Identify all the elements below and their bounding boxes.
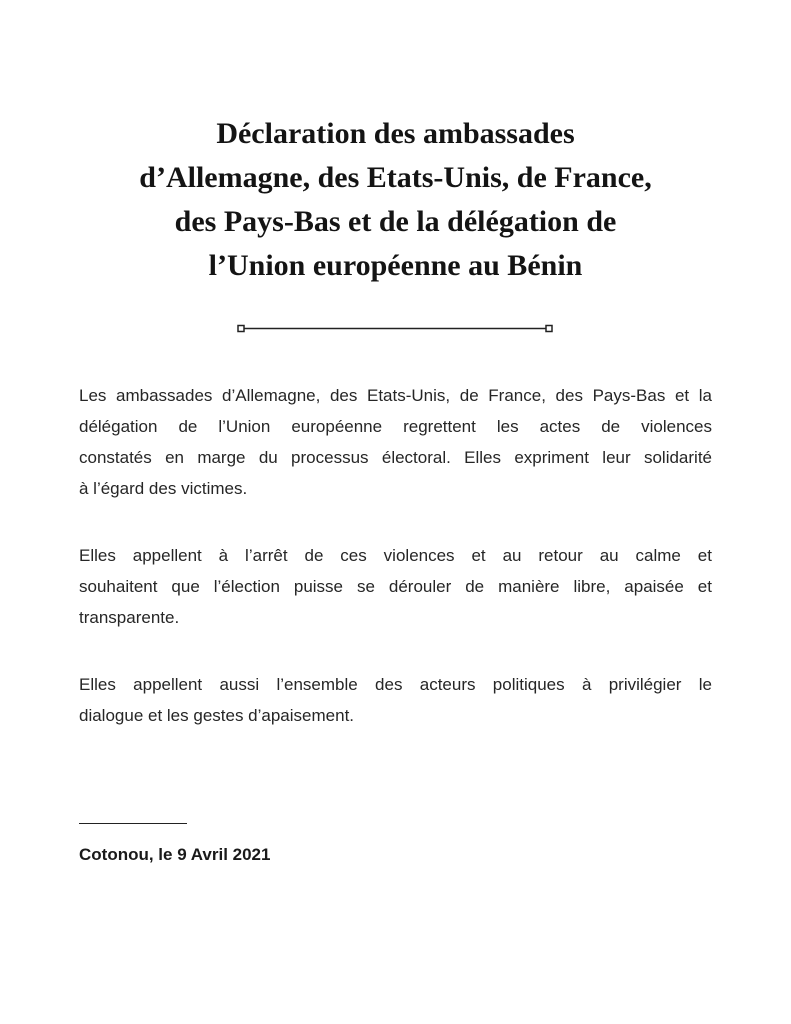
paragraph-3 xyxy=(79,669,712,731)
place-and-date: Cotonou, le 9 Avril 2021 xyxy=(79,845,271,864)
title-divider xyxy=(237,324,553,334)
title-line: d’Allemagne, des Etats-Unis, de France, xyxy=(139,161,652,194)
paragraph-line: dialogue et les gestes d’apaisement. xyxy=(79,706,355,725)
divider-end-square-right xyxy=(546,326,552,332)
paragraph-line: Les ambassades d’Allemagne, des Etats-Unis, de France, des Pays-Bas et la xyxy=(79,386,712,405)
title-line: des Pays-Bas et de la délégation de xyxy=(174,205,617,238)
paragraph-line: à l’égard des victimes. xyxy=(79,479,248,498)
paragraph-line: délégation de l’Union européenne regrettent les actes de violences xyxy=(79,417,712,436)
paragraph-2 xyxy=(79,540,712,633)
paragraph-line: constatés en marge du processus électoral. Elles expriment leur solidarité xyxy=(79,448,712,467)
paragraph-line: Elles appellent aussi l’ensemble des acteurs politiques à privilégier le xyxy=(79,675,712,694)
signature-rule xyxy=(79,823,187,824)
paragraph-line: transparente. xyxy=(79,608,180,627)
paragraph-1 xyxy=(79,380,712,504)
divider-end-square-left xyxy=(238,326,244,332)
document-title xyxy=(100,112,691,288)
paragraph-line: Elles appellent à l’arrêt de ces violences et au retour au calme et xyxy=(79,546,712,565)
paragraph-line: souhaitent que l’élection puisse se dérouler de manière libre, apaisée et xyxy=(79,577,712,596)
title-line: Déclaration des ambassades xyxy=(216,117,575,150)
title-line: l’Union européenne au Bénin xyxy=(208,249,583,282)
